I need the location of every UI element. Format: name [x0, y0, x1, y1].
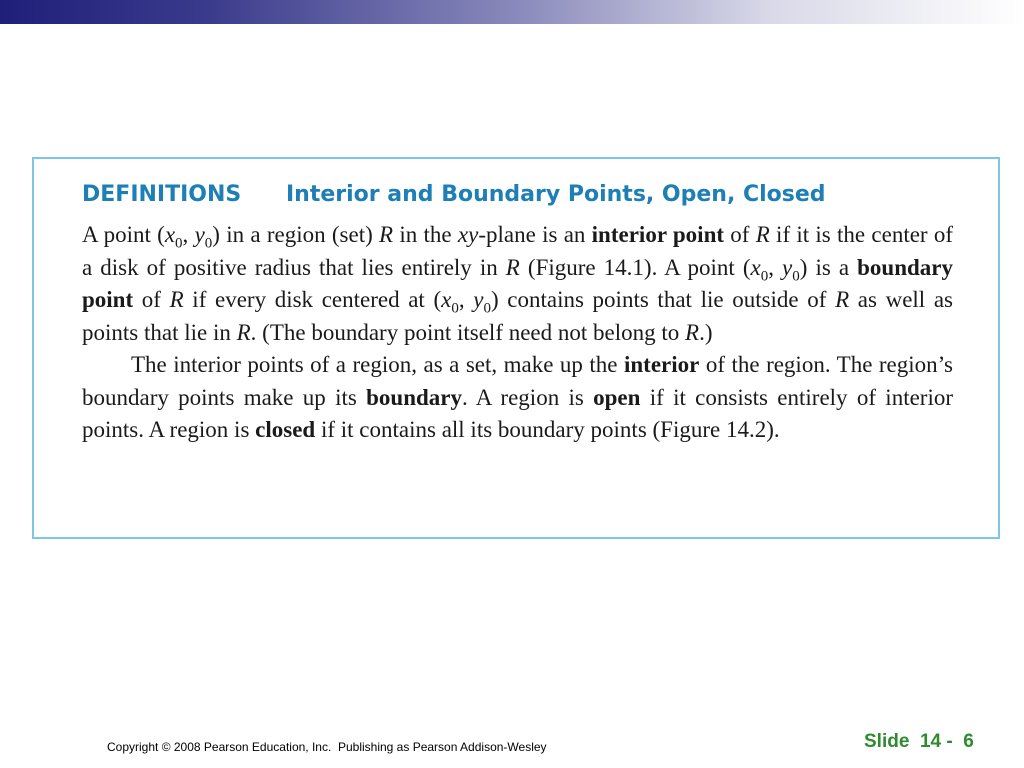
math-subscript: 0 [760, 268, 769, 285]
math-var: x [750, 254, 761, 280]
math-subscript: 0 [483, 300, 491, 317]
math-subscript: 0 [204, 235, 213, 252]
math-var: R [379, 222, 394, 247]
definition-title: Interior and Boundary Points, Open, Closed [286, 182, 826, 207]
text-run: (Figure 14.1). A point ( [519, 254, 751, 280]
math-var: y [782, 254, 793, 280]
math-var: R [505, 254, 520, 280]
text-run: if it consists entirely of interior points. A region is [82, 384, 954, 442]
text-run: ) contains points that lie outside of [490, 287, 836, 312]
text-run: , [182, 222, 195, 247]
definition-paragraph-2 [82, 349, 953, 447]
text-run: in the [393, 222, 458, 247]
text-run: if every disk centered at ( [183, 287, 442, 312]
definition-text [82, 219, 953, 447]
text-run: of the region. The region’s boundary points make up its [82, 352, 953, 410]
text-run: . A region is [462, 384, 594, 410]
math-subscript: 0 [792, 268, 800, 285]
text-run: -plane is an [478, 222, 592, 247]
text-run: A point ( [82, 222, 165, 247]
text-run: of [133, 287, 170, 312]
math-var: x [441, 287, 452, 312]
text-run: , [458, 287, 474, 312]
term-interior: interior [623, 352, 700, 377]
math-var: y [194, 222, 205, 247]
math-var: x [164, 222, 176, 247]
math-var: R [685, 319, 700, 345]
text-run: if it contains all its boundary points (Figure 14.2). [315, 417, 780, 442]
text-run: , [768, 254, 783, 280]
math-var: R [755, 222, 770, 247]
text-run: if it is the center of a disk of positive radius that lies entirely in [82, 222, 954, 280]
definition-heading [82, 182, 826, 207]
text-run: of [724, 222, 756, 247]
math-subscript: 0 [451, 300, 459, 317]
math-var: xy [457, 222, 479, 247]
text-run: as well as points that lie in [82, 287, 954, 345]
text-run: . (The boundary point itself need not belong to [250, 319, 686, 345]
term-closed: closed [255, 417, 316, 442]
definition-paragraph-1 [82, 219, 953, 349]
title-gradient-bar [0, 0, 1024, 24]
term-boundary-point: boundary point [82, 254, 954, 312]
math-var: R [236, 319, 251, 345]
copyright-footer: Copyright © 2008 Pearson Education, Inc. Publishing as Pearson Addison-Wesley [107, 740, 547, 754]
text-run: .) [699, 319, 713, 345]
math-var: y [473, 287, 484, 312]
term-boundary: boundary [366, 384, 463, 410]
math-subscript: 0 [175, 235, 183, 252]
math-var: R [835, 287, 850, 312]
text-run: ) in a region (set) [212, 222, 380, 247]
text-run: ) is a [799, 254, 858, 280]
math-var: R [169, 287, 184, 312]
definition-keyword: DEFINITIONS [82, 182, 242, 207]
term-open: open [593, 384, 641, 410]
slide-number: Slide 14 - 6 [864, 731, 974, 752]
term-interior-point: interior point [591, 222, 725, 247]
text-run: The interior points of a region, as a set, make up the [131, 352, 624, 377]
